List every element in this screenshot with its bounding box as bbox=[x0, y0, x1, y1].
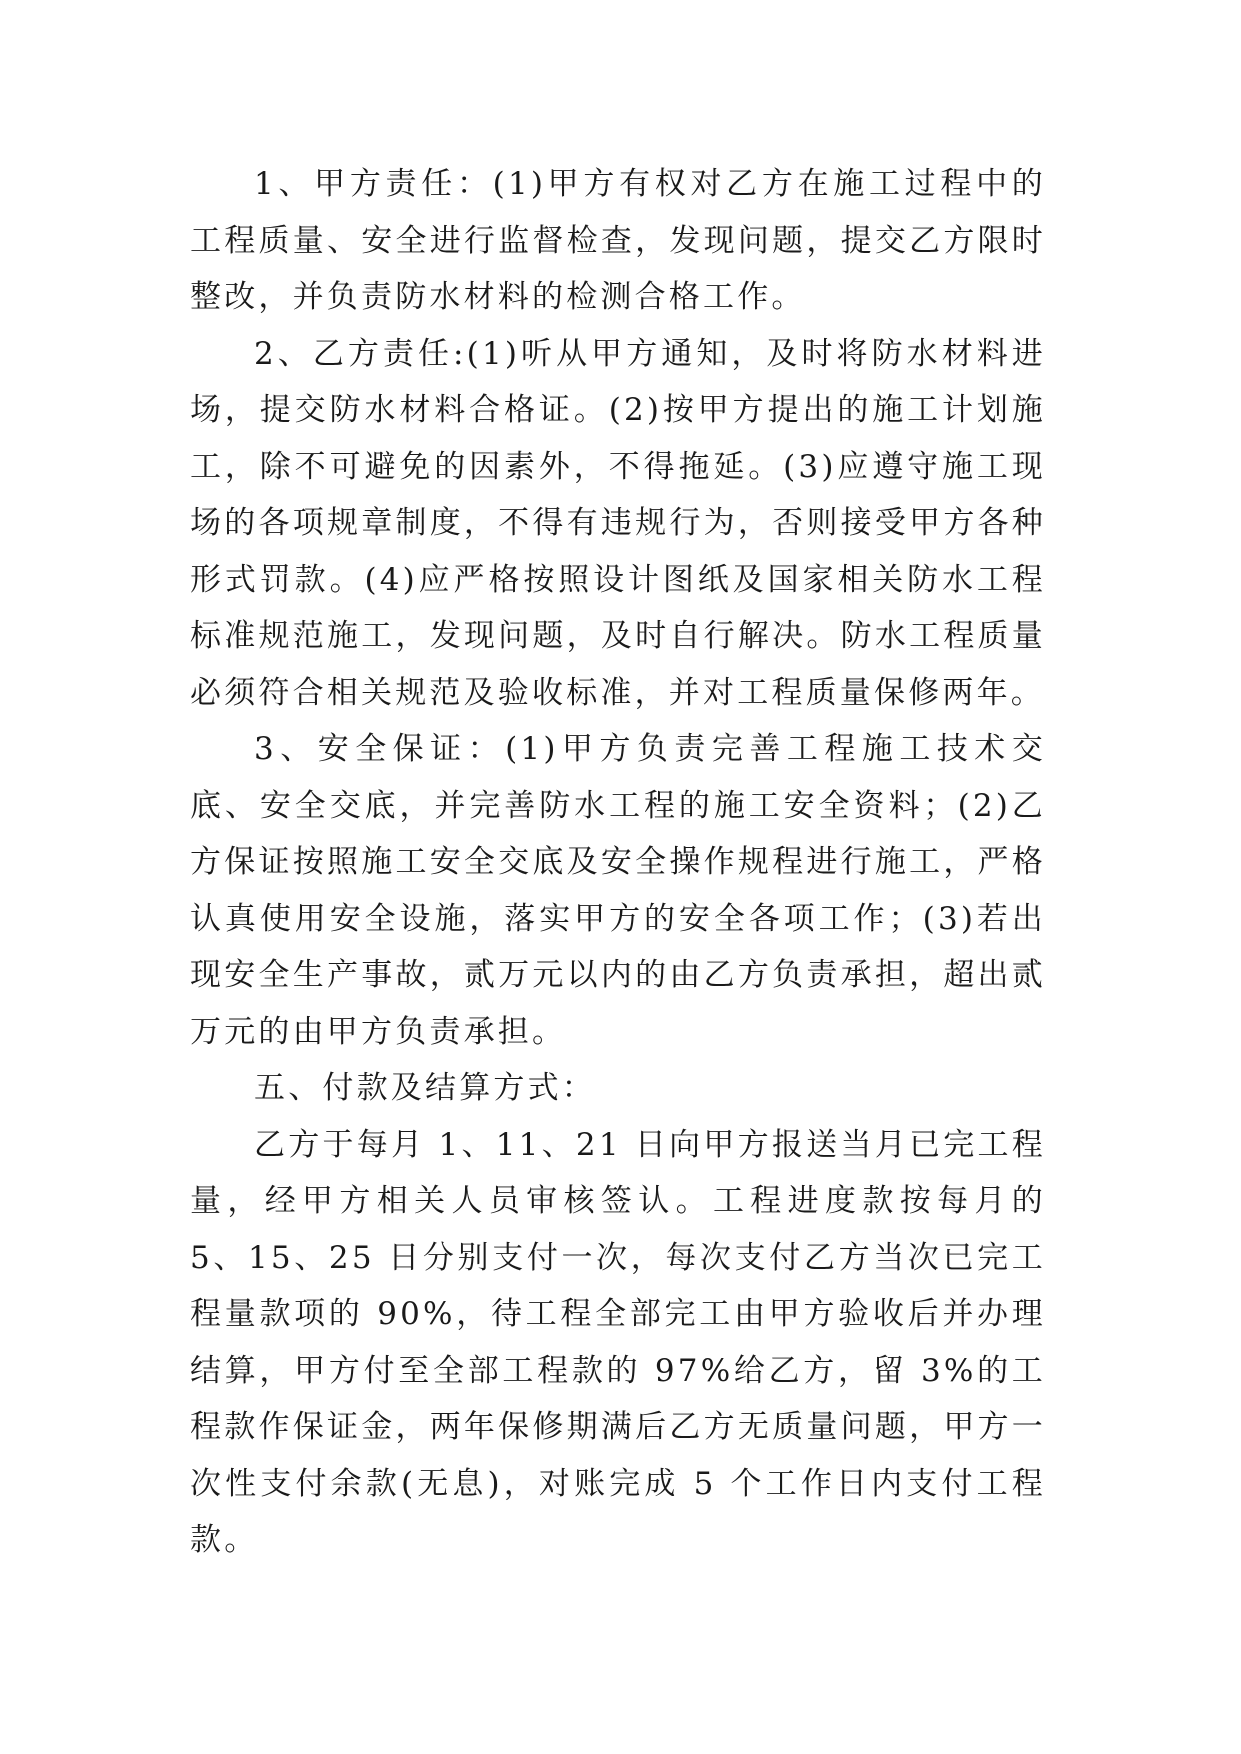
document-body bbox=[190, 156, 1046, 1569]
section-heading-payment: 五、付款及结算方式： bbox=[254, 1070, 596, 1106]
paragraph-party-b-responsibility: 2、乙方责任:(1)听从甲方通知，及时将防水材料进场，提交防水材料合格证。(2)按甲方提出的施工计划施工，除不可避免的因素外，不得拖延。(3)应遵守施工现场的各项规章制度，不得有违规行为，否则接受甲方各种形式罚款。(4)应严格按照设计图纸及国家相关防水工程标准规范施工，发现问题，及时自行解决。防水工程质量必须符合相关规范及验收标准，并对工程质量保修两年。 bbox=[190, 335, 1046, 711]
paragraph-payment-terms: 乙方于每月 1、11、21 日向甲方报送当月已完工程量，经甲方相关人员审核签认。工程进度款按每月的 5、15、25 日分别支付一次，每次支付乙方当次已完工程量款项的 90%，待工程全部完工由甲方验收后并办理结算，甲方付至全部工程款的 97%给乙方，留 3%的工程款作保证金，两年保修期满后乙方无质量问题，甲方一次性支付余款(无息)，对账完成 5 个工作日内支付工程款。 bbox=[190, 1126, 1046, 1558]
paragraph-party-a-responsibility: 1、甲方责任：(1)甲方有权对乙方在施工过程中的工程质量、安全进行监督检查，发现问题，提交乙方限时整改，并负责防水材料的检测合格工作。 bbox=[190, 166, 1046, 315]
paragraph-safety-guarantee: 3、安全保证：(1)甲方负责完善工程施工技术交底、安全交底，并完善防水工程的施工安全资料；(2)乙方保证按照施工安全交底及安全操作规程进行施工，严格认真使用安全设施，落实甲方的安全各项工作；(3)若出现安全生产事故，贰万元以内的由乙方负责承担，超出贰万元的由甲方负责承担。 bbox=[190, 731, 1046, 1050]
